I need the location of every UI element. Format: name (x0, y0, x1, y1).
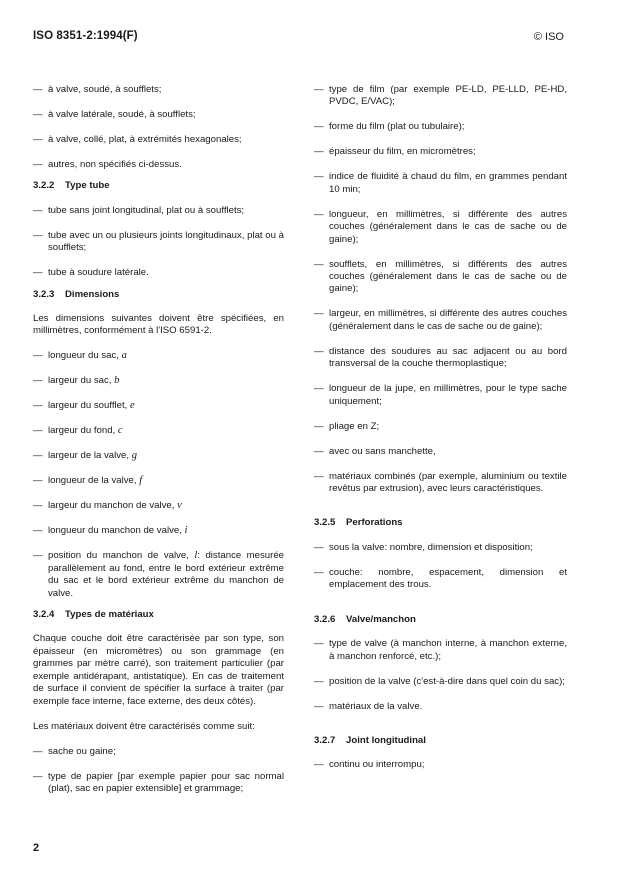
list-item: — épaisseur du film, en micromètres; (314, 146, 476, 158)
list-item: — longueur, en millimètres, si différente des autres couches (généralement dans le cas de sache ou de gaine); (314, 208, 567, 245)
list-item: — type de papier [par exemple papier pour sac normal (plat), sac en papier extensible] et grammage; (33, 770, 284, 794)
materials-intro: Les matériaux doivent être caractérisés comme suit: (33, 720, 255, 732)
list-item: — tube à soudure latérale. (33, 267, 149, 279)
list-item: — largeur du sac, b (33, 375, 120, 387)
list-item: — matériaux combinés (par exemple, aluminium ou textile revêtus par extrusion), avec leurs caractéristiques. (314, 470, 567, 495)
list-item: — à valve latérale, soudé, à soufflets; (33, 109, 196, 120)
document-standard-id: ISO 8351-2:1994(F) (33, 30, 138, 42)
list-item: — position de la valve (c'est-à-dire dans quel coin du sac); (314, 675, 565, 687)
page-number: 2 (33, 842, 40, 854)
list-item: — sous la valve: nombre, dimension et disposition; (314, 541, 533, 553)
list-item: — sache ou gaine; (33, 745, 116, 757)
list-item: — matériaux de la valve. (314, 700, 423, 712)
section-heading-3-2-4: 3.2.4 Types de matériaux (33, 609, 154, 621)
list-item: — largeur du soufflet, e (33, 400, 135, 412)
list-item: — distance des soudures au sac adjacent ou au bord transversal de la couche thermoplastique; (314, 345, 567, 370)
list-item: — type de valve (à manchon interne, à manchon externe, à manchon renforcé, etc.); (314, 638, 567, 662)
left-column (33, 84, 284, 808)
list-item: — longueur du sac, a (33, 350, 127, 362)
tube-type-list (33, 205, 284, 280)
list-item: — indice de fluidité à chaud du film, en grammes pendant 10 min; (314, 171, 567, 195)
list-item: — type de film (par exemple PE-LD, PE-LLD, PE-HD, PVDC, E/VAC); (314, 84, 567, 108)
film-properties-list (314, 84, 567, 495)
section-heading-3-2-5: 3.2.5 Perforations (314, 517, 403, 529)
list-item: — avec ou sans manchette, (314, 445, 436, 457)
section-heading-3-2-3: 3.2.3 Dimensions (33, 288, 120, 300)
list-item: — longueur de la jupe, en millimètres, pour le type sache uniquement; (314, 383, 567, 407)
bag-type-list (33, 84, 284, 171)
section-heading-3-2-6: 3.2.6 Valve/manchon (314, 613, 416, 625)
perforations-list (314, 542, 567, 592)
list-item: — tube sans joint longitudinal, plat ou à soufflets; (33, 204, 245, 216)
dimensions-list (33, 350, 284, 600)
list-item: — position du manchon de valve, l: distance mesurée parallèlement au fond, entre le bord extérieur extrême du sac et le bord extérieur extrême du manchon de valve. (33, 550, 285, 599)
right-column (314, 84, 567, 784)
list-item: — pliage en Z; (314, 420, 380, 432)
list-item: — largeur de la valve, g (33, 450, 137, 462)
list-item: — longueur du manchon de valve, i (33, 525, 188, 537)
list-item: — à valve, soudé, à soufflets; (33, 84, 162, 95)
longitudinal-joint-list (314, 759, 567, 771)
materials-list (33, 746, 284, 796)
dimensions-intro: Les dimensions suivantes doivent être spécifiées, en millimètres, conformément à l'ISO 6591-2. (33, 313, 284, 337)
section-heading-3-2-7: 3.2.7 Joint longitudinal (314, 734, 426, 746)
list-item: — largeur, en millimètres, si différente des autres couches (généralement dans le cas de sache ou de gaine); (314, 308, 567, 332)
list-item: — longueur de la valve, f (33, 475, 143, 487)
list-item: — soufflets, en millimètres, si différents des autres couches (généralement dans le cas de sache ou de gaine); (314, 258, 567, 295)
copyright-notice: © ISO (533, 31, 564, 43)
list-item: — tube avec un ou plusieurs joints longitudinaux, plat ou à soufflets; (33, 229, 284, 254)
list-item: — couche: nombre, espacement, dimension et emplacement des trous. (314, 566, 567, 591)
list-item: — largeur du fond, c (33, 425, 123, 437)
materials-paragraph: Chaque couche doit être caractérisée par son type, son épaisseur (en micromètres) ou son grammage (en grammes par mètre carré), son traitement particulier (par exemple antidérapant, antistatique). En cas de traitement de surface il convient de spécifier la surface à traiter (par exemple face interne, face externe, des deux côtés). (33, 633, 284, 707)
section-heading-3-2-2: 3.2.2 Type tube (33, 180, 110, 192)
list-item: — largeur du manchon de valve, v (33, 500, 182, 512)
list-item: — forme du film (plat ou tubulaire); (314, 121, 465, 133)
valve-list (314, 638, 567, 713)
list-item: — continu ou interrompu; (314, 759, 425, 771)
list-item: — à valve, collé, plat, à extrémités hexagonales; (33, 134, 242, 145)
list-item: — autres, non spécifiés ci-dessus. (33, 159, 182, 170)
